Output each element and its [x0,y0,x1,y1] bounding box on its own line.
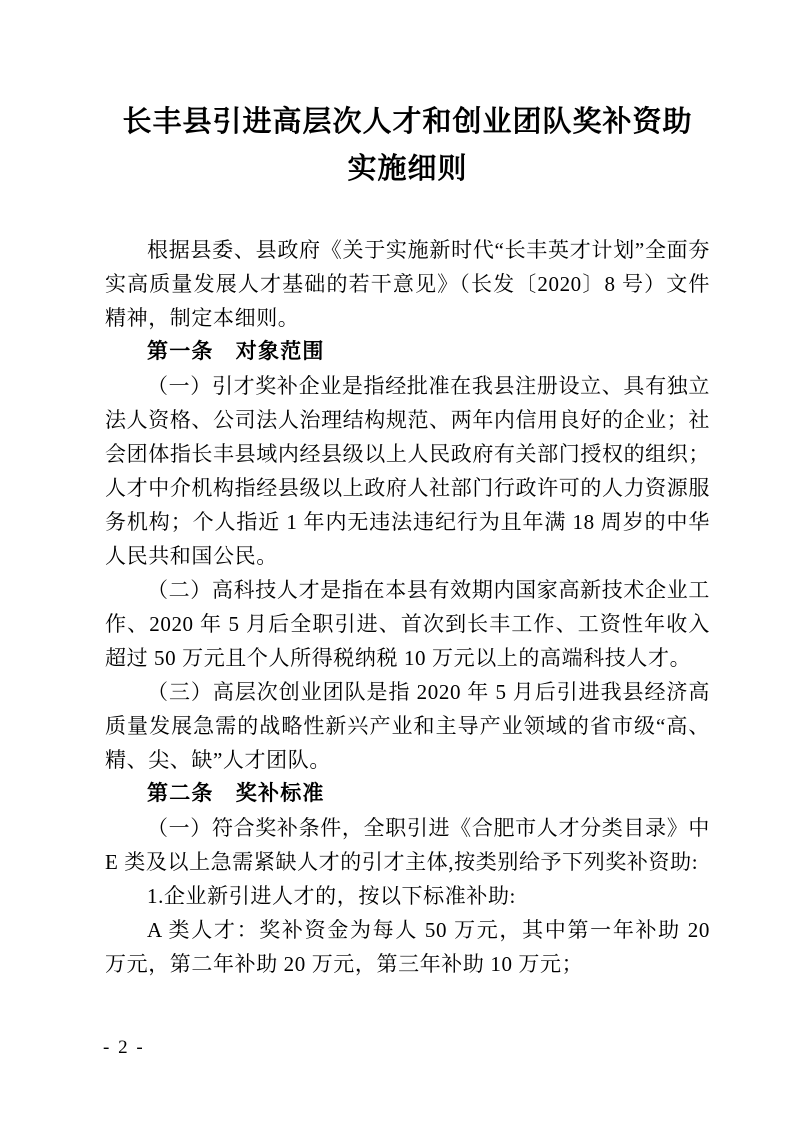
article-1-clause-1: （一）引才奖补企业是指经批准在我县注册设立、具有独立法人资格、公司法人治理结构规范、两年内信用良好的企业；社会团体指长丰县域内经县级以上人民政府有关部门授权的组织；人才中介机构指经县级以上政府人社部门行政许可的人力资源服务机构；个人指近 1 年内无违法违纪行为且年满 18 周岁的中华人民共和国公民。 [105,374,710,568]
document-title-line-2: 实施细则 [347,153,468,185]
document-title [105,99,710,193]
article-2-clause-1: （一）符合奖补条件，全职引进《合肥市人才分类目录》中E 类及以上急需紧缺人才的引才主体,按类别给予下列奖补资助: [105,816,710,874]
intro-paragraph: 根据县委、县政府《关于实施新时代“长丰英才计划”全面夯实高质量发展人才基础的若干意见》（长发〔2020〕8 号）文件精神，制定本细则。 [105,238,710,330]
article-2-heading: 第二条 奖补标准 [147,782,325,805]
document-body [105,233,710,981]
article-1-clause-3: （三）高层次创业团队是指 2020 年 5 月后引进我县经济高质量发展急需的战略性新兴产业和主导产业领域的省市级“高、精、尖、缺”人才团队。 [105,680,710,772]
page-number: - 2 - [103,1037,145,1058]
article-2-item-a-class: A 类人才：奖补资金为每人 50 万元，其中第一年补助 20 万元，第二年补助 20 万元，第三年补助 10 万元； [105,918,710,976]
document-content [105,0,710,981]
article-1-heading: 第一条 对象范围 [147,340,325,363]
article-1-clause-2: （二）高科技人才是指在本县有效期内国家高新技术企业工作、2020 年 5 月后全职引进、首次到长丰工作、工资性年收入超过 50 万元且个人所得税纳税 10 万元以上的高端科技人才。 [105,578,710,670]
article-2-item-1: 1.企业新引进人才的，按以下标准补助: [147,884,516,908]
document-title-line-1: 长丰县引进高层次人才和创业团队奖补资助 [122,106,693,138]
